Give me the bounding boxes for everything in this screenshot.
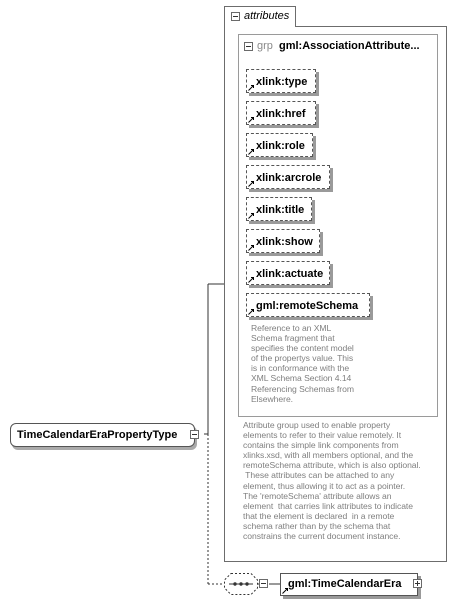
expand-toggle-icon[interactable]: [413, 579, 422, 588]
group-documentation: Attribute group used to enable property elements to refer to their value remotely. It contains the simple link components from xlinks.xsd, with all members optional, and the remoteSchema attribute, which is also optional. These attributes can be attached to any element, thus allowing it to act as a pointer. The 'remoteSchema' attribute allows an element that carries link attributes to indicate that the element is declared in a remote schema rather than by the schema that constrains the current document instance.: [243, 420, 421, 542]
attributes-tab[interactable]: [224, 6, 296, 27]
attribute-label: xlink:actuate: [256, 268, 324, 280]
reference-arrow-icon: [248, 180, 255, 187]
attribute-xlink-actuate[interactable]: [246, 261, 330, 285]
reference-arrow-icon: [248, 276, 255, 283]
root-element-label: TimeCalendarEraPropertyType: [17, 429, 178, 441]
attribute-gml-remoteschema[interactable]: [246, 293, 370, 317]
collapse-toggle-icon[interactable]: [231, 12, 240, 21]
reference-arrow-icon: [248, 116, 255, 123]
attribute-xlink-type[interactable]: [246, 69, 316, 93]
attribute-label: xlink:title: [256, 204, 305, 216]
child-element-box[interactable]: [280, 573, 418, 596]
remote-schema-documentation: Reference to an XML Schema fragment that specifies the content model of the propertys value. This is in conformance with the XML Schema Section 4.14 Referencing Schemas from Elsewhere.: [251, 323, 354, 404]
reference-arrow-icon: [248, 84, 255, 91]
reference-arrow-icon: [248, 212, 255, 219]
attribute-label: xlink:href: [256, 108, 306, 120]
attributes-tab-label: attributes: [244, 10, 290, 22]
group-prefix: grp: [257, 40, 273, 52]
reference-arrow-icon: [248, 244, 255, 251]
group-name[interactable]: gml:AssociationAttribute...: [279, 40, 420, 52]
sequence-compositor[interactable]: [224, 573, 258, 595]
attribute-xlink-title[interactable]: [246, 197, 312, 221]
child-element-label: gml:TimeCalendarEra: [288, 578, 402, 590]
attribute-label: xlink:show: [256, 236, 313, 248]
attribute-xlink-role[interactable]: [246, 133, 313, 157]
attribute-xlink-href[interactable]: [246, 101, 316, 125]
root-element-box[interactable]: [10, 423, 195, 447]
attribute-label: xlink:role: [256, 140, 305, 152]
attribute-xlink-show[interactable]: [246, 229, 320, 253]
reference-arrow-icon: [248, 308, 255, 315]
group-collapse-toggle-icon[interactable]: [244, 42, 253, 51]
reference-arrow-icon: [282, 587, 289, 594]
attribute-label: xlink:type: [256, 76, 308, 88]
reference-arrow-icon: [248, 148, 255, 155]
attribute-label: gml:remoteSchema: [256, 300, 359, 312]
root-collapse-toggle-icon[interactable]: [190, 430, 199, 439]
attribute-label: xlink:arcrole: [256, 172, 322, 184]
sequence-collapse-toggle-icon[interactable]: [259, 579, 268, 588]
attribute-xlink-arcrole[interactable]: [246, 165, 330, 189]
